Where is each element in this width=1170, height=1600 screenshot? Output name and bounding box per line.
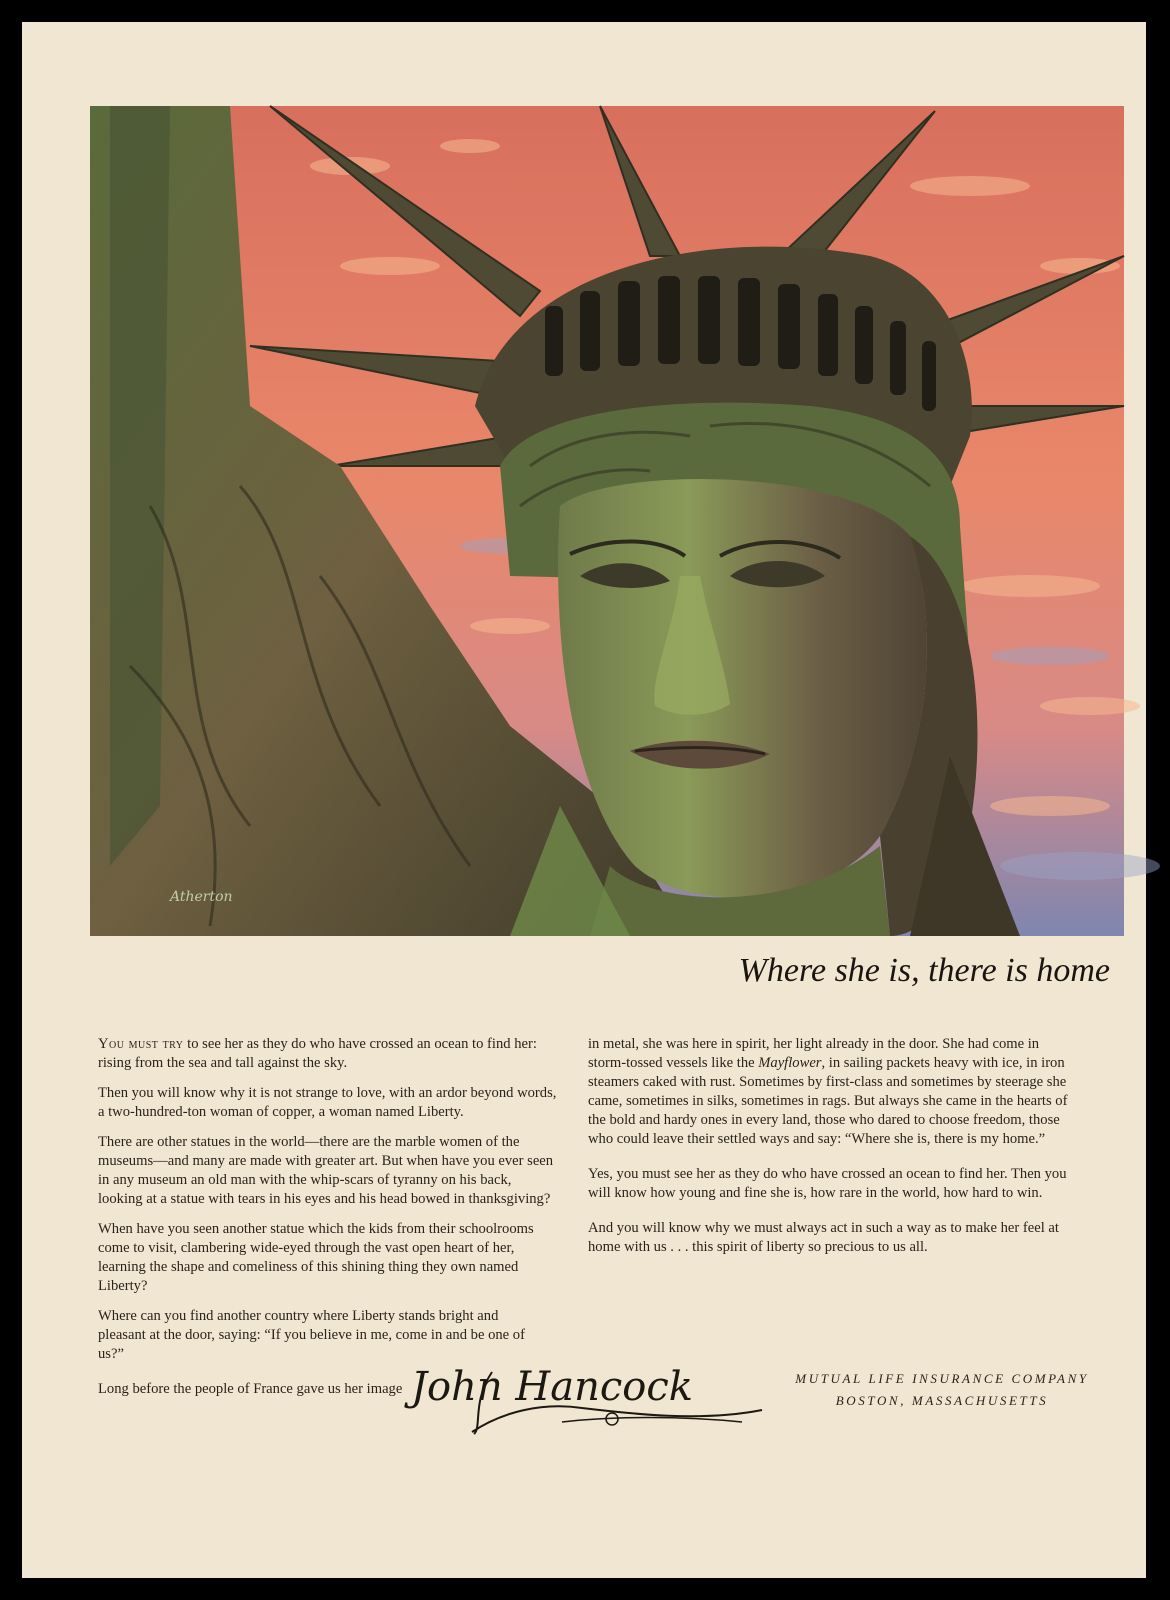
body-paragraph: Then you will know why it is not strange to love, with an ardor beyond words, a two-hundred-ton woman of copper, a woman named Liberty.: [98, 1085, 557, 1120]
body-column-right: [588, 1035, 1068, 1268]
john-hancock-signature-logo: [411, 1352, 782, 1442]
body-paragraph: When have you seen another statue which the kids from their schoolrooms come to visit, clambering wide-eyed through the vast open heart of her, learning the shape and comeliness of this shining thing they own named Liberty?: [98, 1221, 534, 1294]
painting-illustration: [90, 106, 1124, 936]
statue-of-liberty-painting: [90, 106, 1124, 936]
body-paragraph: Where can you find another country where Liberty stands bright and pleasant at the door, saying: “If you believe in me, come in and be one of us?”: [98, 1308, 525, 1362]
artist-signature: Atherton: [170, 889, 233, 905]
ship-name: Mayflower: [758, 1055, 822, 1071]
lead-in: You must try: [98, 1036, 184, 1052]
paragraph-text: , in sailing packets heavy with ice, in iron steamers caked with rust. Sometimes by first-class and sometimes by steerage she came, sometimes in silks, sometimes in rags. But always she came in the hearts of the bold and hardy ones in every land, those who dared to choose freedom, those who could leave their settled ways and say: “Where she is, there is my home.”: [588, 1055, 1068, 1147]
company-location: BOSTON, MASSACHUSETTS: [835, 1393, 1049, 1408]
headline: Where she is, there is home: [738, 952, 1110, 989]
signature-text: John Hancock: [411, 1364, 693, 1410]
body-paragraph: There are other statues in the world—there are the marble women of the museums—and many are made with greater art. But when have you ever seen in any museum an old man with the whip-scars of tyranny on his back, looking at a statue with tears in his eyes and his head bowed in thanksgiving?: [98, 1134, 554, 1207]
body-paragraph: Long before the people of France gave us her image: [98, 1381, 403, 1397]
body-paragraph: [588, 1035, 1068, 1149]
advertisement-page: [22, 22, 1146, 1578]
body-paragraph: Yes, you must see her as they do who have crossed an ocean to find her. Then you will know how young and fine she is, how rare in the world, how hard to win.: [588, 1166, 1067, 1201]
signature-logo-graphic: [411, 1352, 782, 1442]
body-paragraph: [98, 1035, 558, 1073]
paragraph-text: to see her as they do who have crossed an ocean to find her: rising from the sea and tall against the sky.: [98, 1036, 537, 1071]
company-line: MUTUAL LIFE INSURANCE COMPANY: [795, 1371, 1089, 1386]
paragraph-text: in metal, she was here in spirit, her light already in the door. She had come in storm-tossed vessels like the: [588, 1036, 1040, 1071]
company-name: [762, 1368, 1122, 1412]
body-paragraph: And you will know why we must always act in such a way as to make her feel at home with us . . . this spirit of liberty so precious to us all.: [588, 1220, 1059, 1255]
